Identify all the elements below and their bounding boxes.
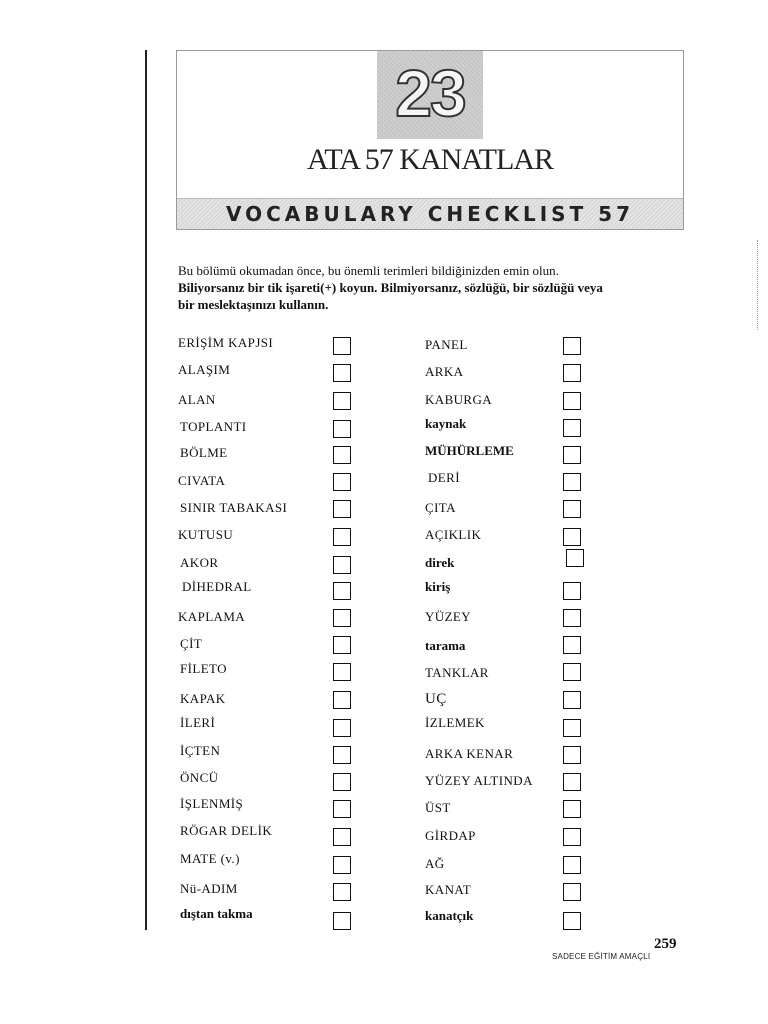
term-checkbox[interactable] — [333, 883, 351, 901]
term-checkbox[interactable] — [333, 912, 351, 930]
term-checkbox[interactable] — [333, 556, 351, 574]
term-checkbox[interactable] — [563, 883, 581, 901]
term-checkbox[interactable] — [333, 582, 351, 600]
term-checkbox[interactable] — [563, 663, 581, 681]
checklist-term: İŞLENMİŞ — [180, 796, 244, 811]
term-checkbox[interactable] — [563, 473, 581, 491]
chapter-header — [176, 50, 684, 230]
checklist-term: MATE (v.) — [180, 851, 240, 866]
term-checkbox[interactable] — [333, 663, 351, 681]
term-checkbox[interactable] — [563, 419, 581, 437]
term-checkbox[interactable] — [333, 420, 351, 438]
term-checkbox[interactable] — [563, 828, 581, 846]
term-checkbox[interactable] — [566, 549, 584, 567]
checklist-term: YÜZEY ALTINDA — [425, 773, 533, 788]
checklist-term: ARKA KENAR — [425, 746, 514, 761]
term-checkbox[interactable] — [333, 609, 351, 627]
checklist-subtitle: VOCABULARY CHECKLIST 57 — [177, 198, 683, 229]
term-checkbox[interactable] — [333, 528, 351, 546]
checklist-term: AÇIKLIK — [425, 527, 482, 542]
term-checkbox[interactable] — [333, 636, 351, 654]
checklist-term: kiriş — [425, 579, 451, 594]
left-margin-rule — [145, 50, 147, 930]
term-checkbox[interactable] — [563, 746, 581, 764]
term-checkbox[interactable] — [333, 473, 351, 491]
checklist-term: ÜST — [425, 800, 451, 815]
checklist-term: KANAT — [425, 882, 472, 897]
checklist-term: PANEL — [425, 337, 468, 352]
intro-line-bold: bir meslektaşınızı kullanın. — [178, 297, 329, 312]
footer-note: SADECE EĞİTİM AMAÇLI — [552, 952, 651, 961]
checklist-term: ÇITA — [425, 500, 456, 515]
term-checkbox[interactable] — [563, 500, 581, 518]
checklist-term: BÖLME — [180, 445, 228, 460]
term-checkbox[interactable] — [333, 500, 351, 518]
checklist-term: İÇTEN — [180, 743, 221, 758]
checklist-term: GİRDAP — [425, 828, 476, 843]
checklist-term: TANKLAR — [425, 665, 489, 680]
edge-scan-mark — [757, 240, 759, 330]
checklist-term: ALAN — [178, 392, 216, 407]
checklist-term: dıştan takma — [180, 906, 253, 921]
checklist-term: DERİ — [428, 470, 460, 485]
checklist-term: DİHEDRAL — [182, 579, 252, 594]
checklist-term: UÇ — [425, 691, 447, 707]
checklist-term: KAPLAMA — [178, 609, 246, 624]
term-checkbox[interactable] — [333, 691, 351, 709]
checklist-term: tarama — [425, 638, 466, 653]
term-checkbox[interactable] — [563, 528, 581, 546]
term-checkbox[interactable] — [333, 828, 351, 846]
term-checkbox[interactable] — [333, 719, 351, 737]
checklist-term: KAPAK — [180, 691, 226, 706]
term-checkbox[interactable] — [563, 636, 581, 654]
term-checkbox[interactable] — [563, 856, 581, 874]
checklist-term: kanatçık — [425, 908, 474, 923]
term-checkbox[interactable] — [563, 719, 581, 737]
term-checkbox[interactable] — [333, 337, 351, 355]
checklist-term: AKOR — [180, 555, 219, 570]
chapter-number: 23 — [395, 56, 465, 130]
term-checkbox[interactable] — [563, 446, 581, 464]
checklist-term: İZLEMEK — [425, 715, 485, 730]
checklist-term: İLERİ — [180, 715, 216, 730]
intro-line-bold: Biliyorsanız bir tik işareti(+) koyun. Bilmiyorsanız, sözlüğü, bir sözlüğü veya — [178, 280, 603, 295]
term-checkbox[interactable] — [333, 392, 351, 410]
checklist-term: RÖGAR DELİK — [180, 823, 273, 838]
term-checkbox[interactable] — [563, 582, 581, 600]
checklist-term: AĞ — [425, 856, 445, 871]
intro-paragraph — [178, 262, 684, 313]
checklist-term: YÜZEY — [425, 609, 472, 624]
checklist-term: ARKA — [425, 364, 464, 379]
chapter-number-block — [377, 51, 483, 139]
page-number: 259 — [654, 936, 677, 952]
checklist-term: Nü-ADIM — [180, 881, 238, 896]
checklist-term: FİLETO — [180, 661, 227, 676]
checklist-term: ERİŞİM KAPJSI — [178, 335, 274, 350]
term-checkbox[interactable] — [563, 800, 581, 818]
checklist-term: KABURGA — [425, 392, 493, 407]
term-checkbox[interactable] — [563, 912, 581, 930]
term-checkbox[interactable] — [563, 691, 581, 709]
term-checkbox[interactable] — [563, 337, 581, 355]
term-checkbox[interactable] — [333, 856, 351, 874]
checklist-term: ÖNCÜ — [180, 770, 219, 785]
checklist-term: kaynak — [425, 416, 467, 431]
term-checkbox[interactable] — [563, 609, 581, 627]
term-checkbox[interactable] — [563, 392, 581, 410]
checklist-term: MÜHÜRLEME — [425, 443, 514, 458]
term-checkbox[interactable] — [333, 773, 351, 791]
intro-line: Bu bölümü okumadan önce, bu önemli terimleri bildiğinizden emin olun. — [178, 263, 559, 278]
term-checkbox[interactable] — [333, 800, 351, 818]
chapter-title: ATA 57 KANATLAR — [307, 143, 553, 176]
checklist-term: TOPLANTI — [180, 419, 247, 434]
checklist-term: CIVATA — [178, 473, 226, 488]
term-checkbox[interactable] — [333, 364, 351, 382]
checklist-term: KUTUSU — [178, 527, 234, 542]
term-checkbox[interactable] — [333, 746, 351, 764]
term-checkbox[interactable] — [333, 446, 351, 464]
checklist-term: ALAŞIM — [178, 362, 231, 377]
checklist-term: SINIR TABAKASI — [180, 500, 288, 515]
checklist-term: ÇİT — [180, 636, 203, 651]
term-checkbox[interactable] — [563, 364, 581, 382]
checklist-term: direk — [425, 555, 455, 570]
term-checkbox[interactable] — [563, 773, 581, 791]
